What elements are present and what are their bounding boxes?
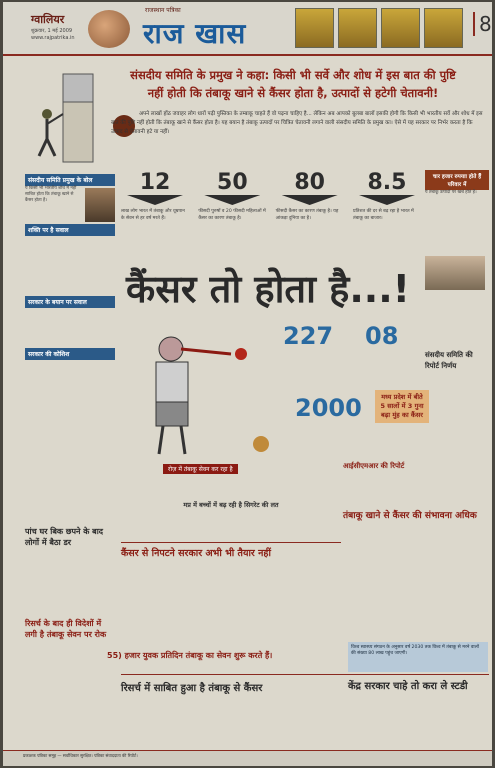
thumbnail	[424, 8, 463, 48]
headline-line-2: नहीं होती कि तंबाकू खाने से कैंसर होता है, उत्पादों से हटेगी चेतावनी!	[147, 86, 439, 100]
masthead-photo	[88, 10, 130, 48]
left-column-lower	[25, 522, 115, 640]
divider	[121, 542, 341, 543]
brand-tag: राजस्थान पत्रिका	[145, 7, 181, 14]
masthead-thumbnails	[295, 8, 463, 48]
pill-callout: 55) हजार युवक प्रतिदिन तंबाकू का सेवन शुरू करते हैं।	[107, 651, 273, 660]
date-line: शुक्रवार, 1 मई 2009	[31, 28, 73, 34]
mp-box: मध्य प्रदेश में बीते 5 सालों में 3 गुना बढ़ा मुंह का कैंसर	[375, 390, 429, 423]
caption-bar: रोज़ में तंबाकू सेवन कर रहा है	[163, 464, 238, 474]
thumbnail	[338, 8, 377, 48]
smoker-illustration	[121, 324, 281, 464]
stats-row	[121, 170, 421, 222]
site-url: www.rajpatrika.in	[31, 35, 75, 41]
right-column	[425, 170, 489, 372]
big-headline: कैंसर तो होता है...!	[126, 267, 410, 311]
stat-text: फीसदी कैंसर का कारण तंबाकू है। यह आंकड़ा दुनिया का है।	[275, 209, 339, 221]
stat-number: 50	[217, 170, 248, 195]
arrow-down-icon	[282, 195, 338, 205]
box2-title: शक्ति पर है सवाल	[25, 224, 115, 236]
page-number: 8	[473, 12, 492, 36]
section-title: राज खास	[143, 17, 247, 50]
headline-line-1: संसदीय समिति के प्रमुख ने कहा: किसी भी सर्वे और शोध में इस बात की पुष्टि	[130, 68, 456, 82]
stat-item	[198, 170, 266, 222]
left-column	[25, 170, 115, 360]
stat-item	[353, 170, 421, 222]
thumbnail	[295, 8, 334, 48]
section-heading-2: केंद्र सरकार चाहे तो करा ले स्टडी	[348, 681, 468, 692]
figure-227: 227	[283, 322, 334, 350]
stat-number: 8.5	[367, 170, 407, 195]
illustration-top	[25, 64, 105, 164]
report-title: आईसीएमआर की रिपोर्ट	[343, 462, 405, 470]
left-heading-1: पांच घर बिक छपने के बाद लोगों में बैठा डर	[25, 527, 104, 547]
arrow-down-icon	[359, 195, 415, 205]
box3-title: सरकार के बयान पर सवाल	[25, 296, 115, 308]
right-photo	[425, 256, 485, 290]
stat-item	[121, 170, 189, 222]
box1-title: संसदीय समिति प्रमुख के बोल	[25, 174, 115, 186]
divider	[121, 674, 489, 675]
section-heading-1: रिसर्च में साबित हुआ है तंबाकू से कैंसर	[121, 683, 263, 694]
portrait-photo	[85, 188, 115, 222]
box4-title: सरकार की कोशिश	[25, 348, 115, 360]
masthead-details	[31, 28, 75, 42]
intro-text: अपने लाखों होंठ जवाहर लोग धारों पढ़ी पुस्तिका के तम्बाकू चाहते हैं वो पढ़ना चाहिए है... लेकिन अब आपको बुलबा बालों इसकी होगी कि किसी भी भारतीय सर्वे और शोध में इस बात की पुष्टि नहीं होती कि तंबाकू खाने से कैंसर होता है। यह बयान है तंबाकू उत्पादों पर चित्रित चेतावनी लगाने वाली संसदीय समिति के प्रमुख का। ऐसे में यह सरकार पर निर्भर करता है कि उत्पाद से चेतावनी हटे या नहीं।	[111, 111, 483, 135]
stat-item	[276, 170, 344, 222]
right-box-text: ये तंबाकू उत्पादों पर खर्च होते हैं।	[425, 190, 477, 195]
stat-number: 12	[139, 170, 171, 195]
city-name: ग्वालियर	[31, 13, 65, 26]
stat-text: लाख लोग भारत में तंबाकू और धूम्रपान के सेवन से हर वर्ष मरते हैं।	[121, 209, 185, 221]
subhead-2: कैंसर से निपटने सरकार अभी भी तैयार नहीं	[121, 548, 271, 559]
stat-number: 80	[294, 170, 325, 195]
right-subtitle: संसदीय समिति की रिपोर्ट निर्णय	[425, 351, 473, 371]
newspaper-page	[3, 2, 492, 766]
arrow-down-icon	[204, 195, 260, 205]
main-headline	[103, 66, 483, 102]
box1-text: ये किसी भी भारतीय शोध में नहीं साबित होता कि तंबाकू खाने से कैंसर होता है।	[25, 186, 115, 205]
thumbnail	[381, 8, 420, 48]
subhead-1: मप्र में बच्चों में बढ़ रही है सिगरेट की लत	[183, 501, 279, 509]
blue-box: विश्व स्वास्थ्य संगठन के अनुसार वर्ष 2030 तक विश्व में तंबाकू से मरने वालों की संख्या 80 लाख पहुंच जाएगी।	[348, 642, 488, 672]
footer: प्रकाशक पत्रिका समूह — सर्वाधिकार सुरक्षित। पत्रिका संवाददाता की रिपोर्ट।	[3, 750, 492, 766]
right-box-title: चार हजार रुपयाा होते हैं परिवार में	[425, 170, 489, 190]
figure-2000: 2000	[295, 394, 362, 422]
subhead-3: तंबाकू खाने से कैंसर की संभावना अधिक	[343, 511, 477, 521]
masthead	[3, 2, 492, 56]
stat-text: प्रतिशत की दर से बढ़ रहा है भारत में तंबाकू का बाजार।	[352, 209, 414, 221]
left-heading-2: रिसर्च के बाद ही विदेशों में लगी है तंबाकू सेवन पर रोक	[25, 619, 107, 639]
arrow-down-icon	[127, 195, 183, 205]
stat-text: फीसदी पुरुषों व 20 फीसदी महिलाओं में कैंसर का कारण तंबाकू है।	[198, 209, 266, 221]
figure-08: 08	[365, 322, 399, 350]
